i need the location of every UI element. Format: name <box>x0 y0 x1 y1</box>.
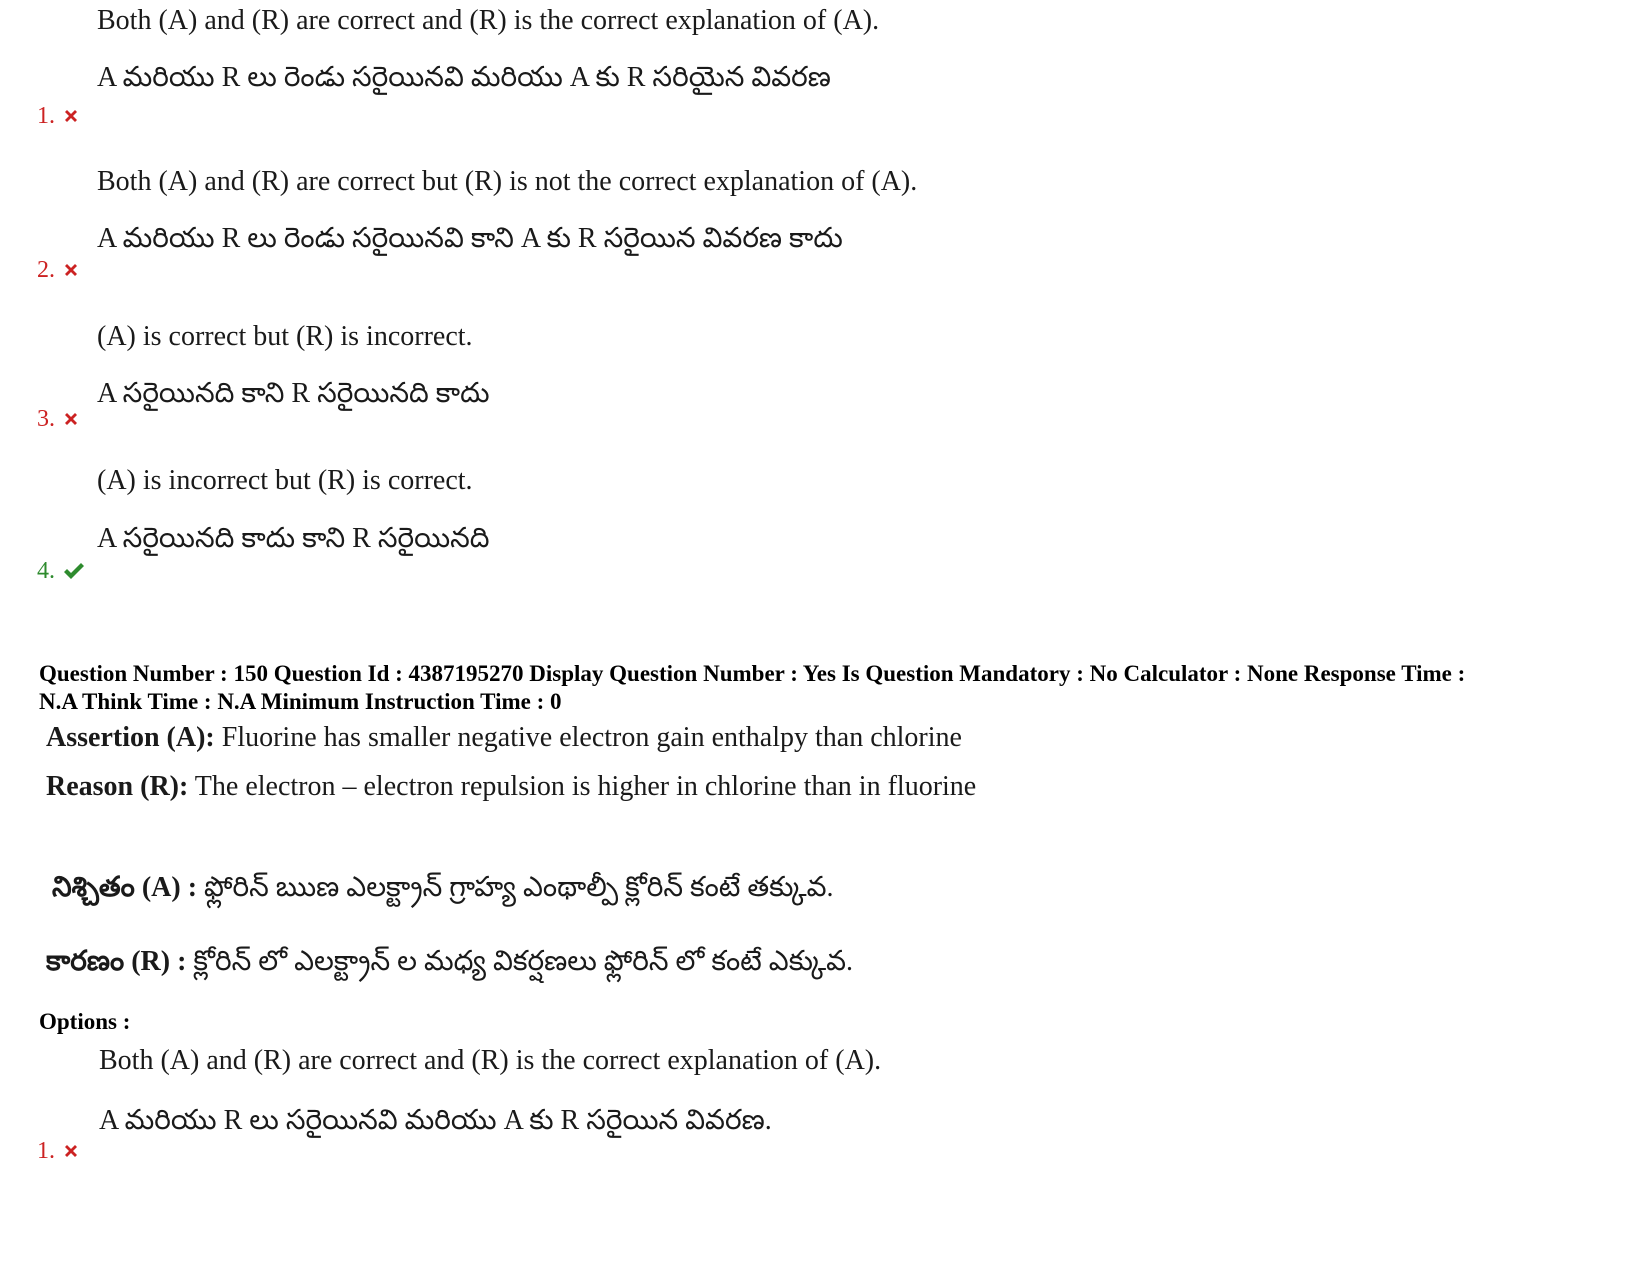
reason-te-label: కారణం (R) : <box>46 946 187 977</box>
assertion-te-label: నిశ్చితం (A) : <box>52 872 198 903</box>
option-number <box>37 104 79 128</box>
options-heading: Options : <box>39 1009 131 1034</box>
option-text-te: A సరైయినది కాని R సరైయినది కాదు <box>97 378 490 409</box>
option-number-label: 1. <box>37 103 55 129</box>
option-text-te: A మరియు R లు సరైయినవి మరియు A కు R సరైయిన వివరణ. <box>99 1105 772 1136</box>
reason-statement <box>46 772 976 803</box>
assertion-statement <box>46 723 962 754</box>
cross-mark-icon <box>63 411 79 427</box>
cross-mark-icon <box>63 108 79 124</box>
option-number-label: 2. <box>37 257 55 283</box>
option-number <box>37 407 79 431</box>
option-text-te: A సరైయినది కాదు కాని R సరైయినది <box>97 523 490 554</box>
question-meta-line-1: Question Number : 150 Question Id : 4387195270 Display Question Number : Yes Is Question Mandatory : No Calculator : None Response Time : <box>39 661 1466 686</box>
question-meta-line-2: N.A Think Time : N.A Minimum Instruction Time : 0 <box>39 689 562 714</box>
assertion-text: Fluorine has smaller negative electron gain enthalpy than chlorine <box>214 722 962 753</box>
option-text-te: A మరియు R లు రెండు సరైయినవి మరియు A కు R సరియైన వివరణ <box>97 62 831 93</box>
option-text-en: Both (A) and (R) are correct and (R) is the correct explanation of (A). <box>97 5 880 36</box>
assertion-te-text: ఫ్లోరిన్ ఋణ ఎలక్ట్రాన్ గ్రాహ్య ఎంథాల్పీ క్లోరిన్ కంటే తక్కువ. <box>197 872 834 903</box>
option-number <box>37 1139 79 1163</box>
question-meta <box>39 660 1619 716</box>
option-number-label: 4. <box>37 558 55 584</box>
option-text-en: (A) is incorrect but (R) is correct. <box>97 465 473 496</box>
option-number-label: 1. <box>37 1138 55 1164</box>
option-text-te: A మరియు R లు రెండు సరైయినవి కాని A కు R సరైయిన వివరణ కాదు <box>97 223 843 254</box>
option-text-en: Both (A) and (R) are correct but (R) is not the correct explanation of (A). <box>97 166 918 197</box>
option-text-en: Both (A) and (R) are correct and (R) is the correct explanation of (A). <box>99 1045 882 1076</box>
cross-mark-icon <box>63 1143 79 1159</box>
reason-te-text: క్లోరిన్ లో ఎలక్ట్రాన్ ల మధ్య వికర్షణలు ఫ్లోరిన్ లో కంటే ఎక్కువ. <box>186 946 854 977</box>
assertion-statement-te <box>52 873 834 904</box>
option-number <box>37 258 79 282</box>
cross-mark-icon <box>63 262 79 278</box>
reason-label: Reason (R): <box>46 771 189 802</box>
reason-text: The electron – electron repulsion is higher in chlorine than in fluorine <box>188 771 977 802</box>
assertion-label: Assertion (A): <box>46 722 215 753</box>
reason-statement-te <box>46 947 853 978</box>
option-number-label: 3. <box>37 406 55 432</box>
check-mark-icon <box>63 562 85 580</box>
option-number <box>37 559 85 583</box>
option-text-en: (A) is correct but (R) is incorrect. <box>97 321 473 352</box>
